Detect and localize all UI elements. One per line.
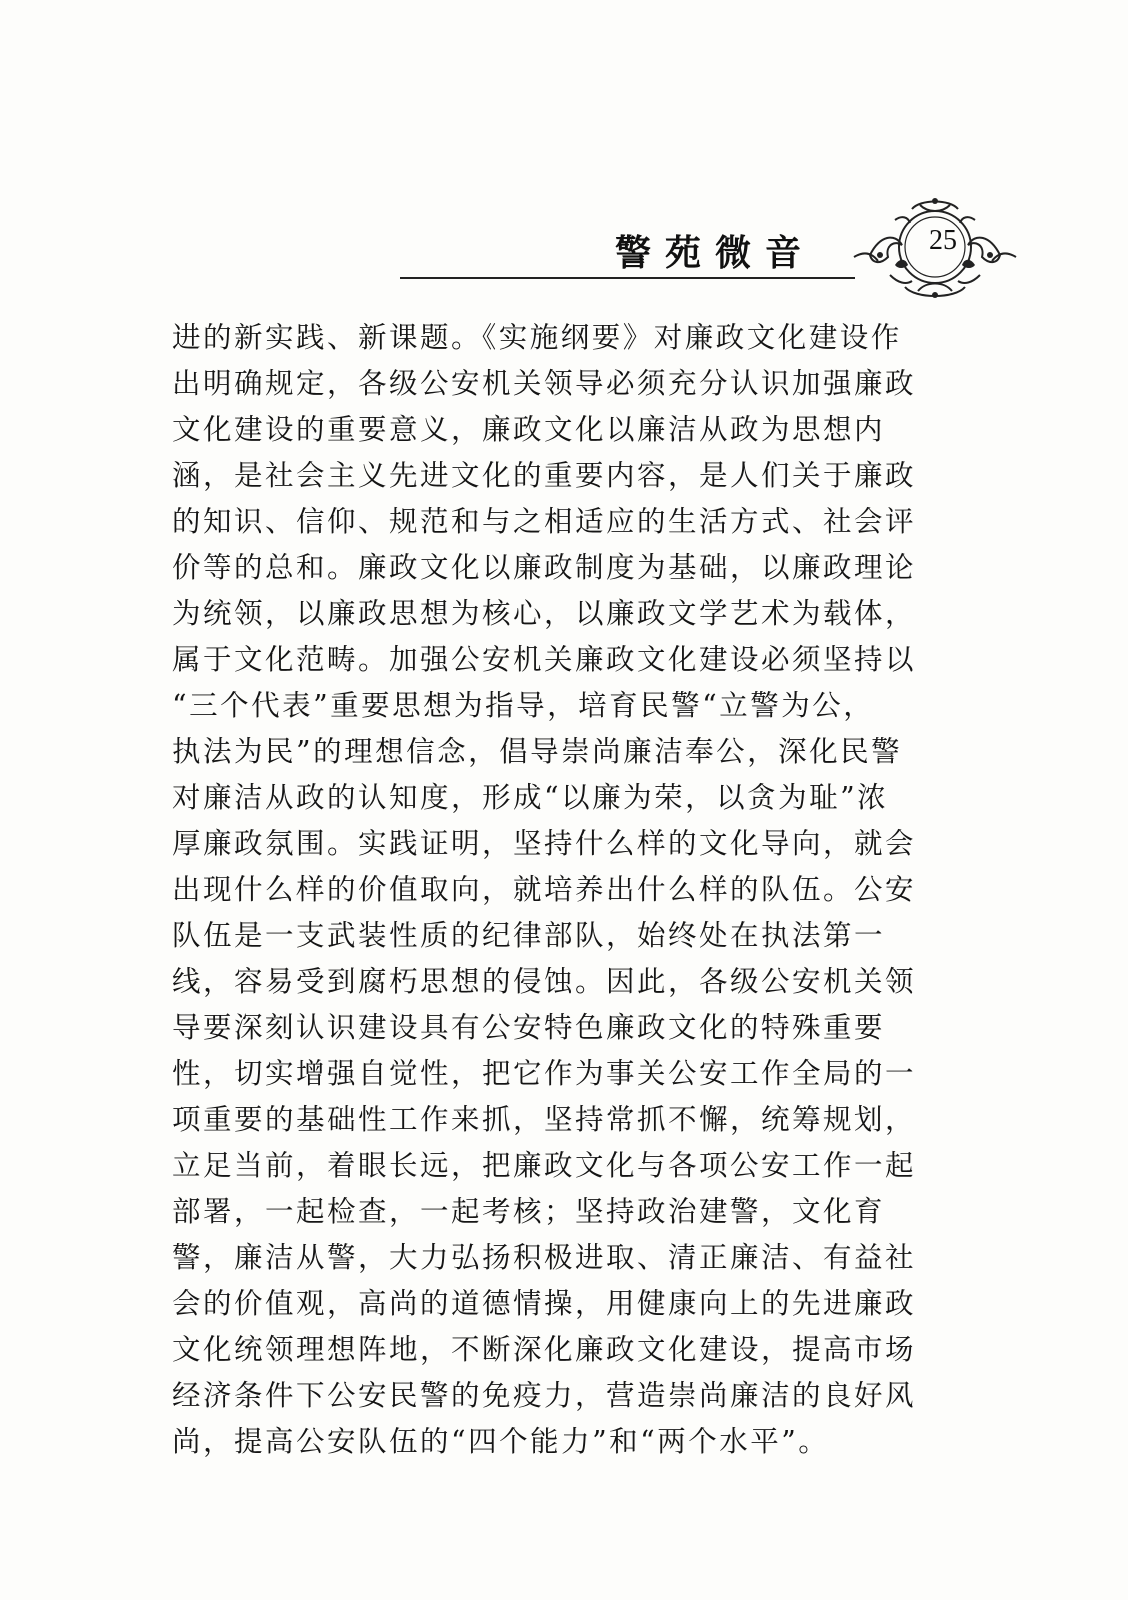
text-line: 文化统领理想阵地，不断深化廉政文化建设，提高市场 [172, 1333, 917, 1366]
section-title: 警苑微音 [615, 233, 816, 274]
text-line: 出现什么样的价值取向，就培养出什么样的队伍。公安 [172, 873, 917, 906]
header-rule [400, 277, 855, 279]
text-line: 经济条件下公安民警的免疫力，营造崇尚廉洁的良好风 [172, 1379, 917, 1412]
text-line: “三个代表”重要思想为指导，培育民警“立警为公， [172, 689, 875, 722]
page-number: 25 [929, 225, 957, 256]
text-line: 性，切实增强自觉性，把它作为事关公安工作全局的一 [172, 1057, 917, 1090]
text-line: 线，容易受到腐朽思想的侵蚀。因此，各级公安机关领 [172, 965, 917, 998]
text-line: 队伍是一支武装性质的纪律部队，始终处在执法第一 [172, 919, 886, 952]
text-line: 属于文化范畴。加强公安机关廉政文化建设必须坚持以 [172, 643, 917, 676]
text-line: 价等的总和。廉政文化以廉政制度为基础，以廉政理论 [172, 551, 917, 584]
text-line: 对廉洁从政的认知度，形成“以廉为荣，以贪为耻”浓 [172, 781, 889, 814]
text-line: 文化建设的重要意义，廉政文化以廉洁从政为思想内 [172, 413, 886, 446]
text-line: 项重要的基础性工作来抓，坚持常抓不懈，统筹规划， [172, 1103, 917, 1136]
text-line: 尚，提高公安队伍的“四个能力”和“两个水平”。 [172, 1425, 830, 1458]
running-header [400, 195, 1040, 315]
text-line: 会的价值观，高尚的道德情操，用健康向上的先进廉政 [172, 1287, 917, 1320]
text-line: 为统领，以廉政思想为核心，以廉政文学艺术为载体， [172, 597, 917, 630]
text-line: 立足当前，着眼长远，把廉政文化与各项公安工作一起 [172, 1149, 917, 1182]
text-line: 厚廉政氛围。实践证明，坚持什么样的文化导向，就会 [172, 827, 917, 860]
text-line: 执法为民”的理想信念，倡导崇尚廉洁奉公，深化民警 [172, 735, 903, 768]
text-line: 的知识、信仰、规范和与之相适应的生活方式、社会评 [172, 505, 917, 538]
text-line: 涵，是社会主义先进文化的重要内容，是人们关于廉政 [172, 459, 917, 492]
body-paragraph [172, 315, 917, 1465]
text-line: 进的新实践、新课题。《实施纲要》对廉政文化建设作 [172, 321, 902, 354]
text-line: 警，廉洁从警，大力弘扬积极进取、清正廉洁、有益社 [172, 1241, 917, 1274]
text-line: 部署，一起检查，一起考核；坚持政治建警，文化育 [172, 1195, 886, 1228]
text-line: 出明确规定，各级公安机关领导必须充分认识加强廉政 [172, 367, 917, 400]
text-line: 导要深刻认识建设具有公安特色廉政文化的特殊重要 [172, 1011, 886, 1044]
